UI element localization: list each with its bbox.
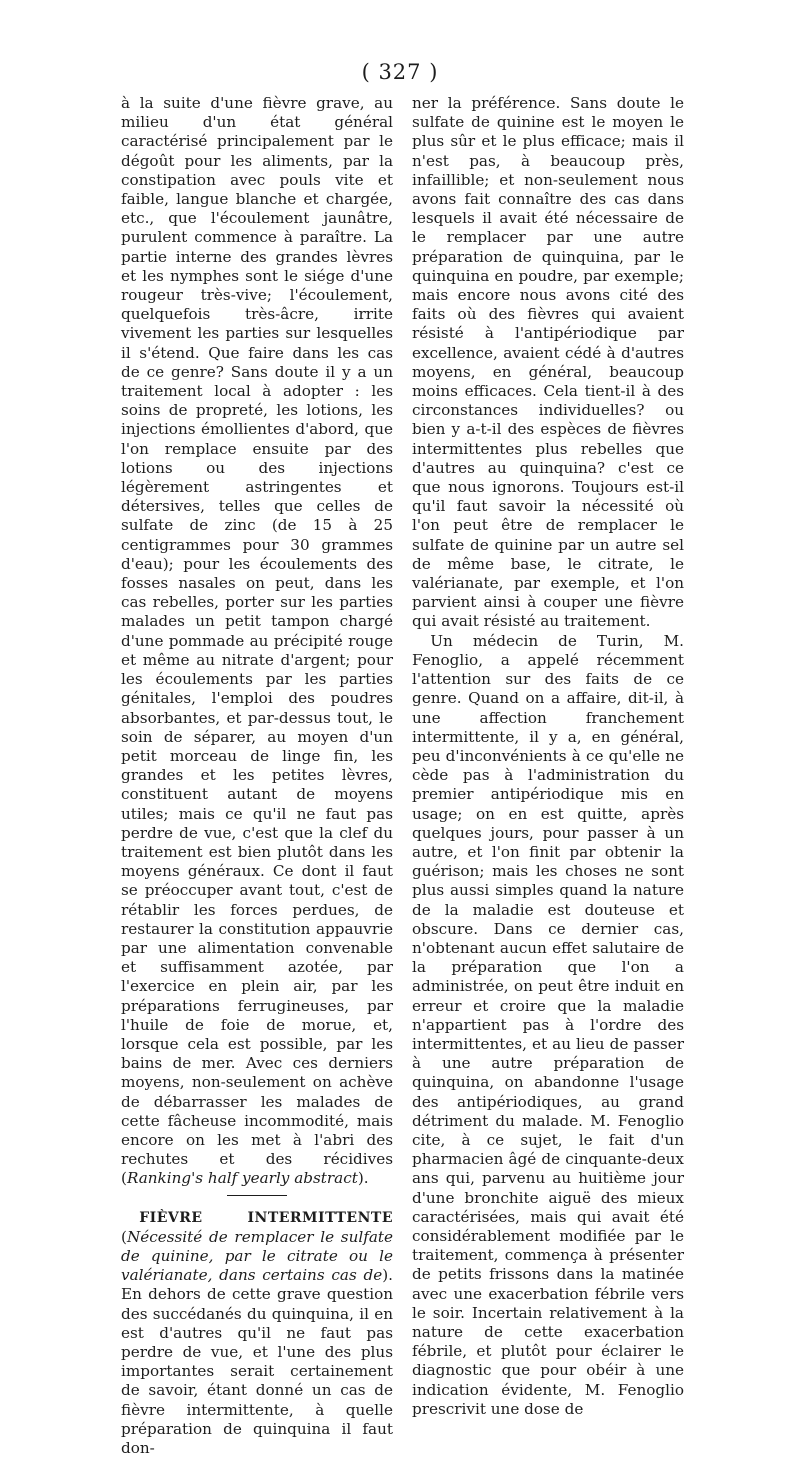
heading-open: (: [121, 1227, 127, 1246]
paragraph: ner la préférence. Sans doute le sulfate de quinine est le moyen le plus sûr et le plus efficace; mais il n'est pas, à beaucoup près, infaillible; et non-seulement nous avons fait connaître des cas dans lesquels il avait été nécessaire de le remplacer par une autre préparation de quinquina, par le quinquina en poudre, par exemple; mais encore nous avons cité des faits où des fièvres qui avaient résisté à l'antipériodique par excellence, avaient cédé à d'autres moyens, en général, beaucoup moins efficaces. Cela tient-il à des circonstances individuelles? ou bien y a-t-il des espèces de fièvres intermittentes plus rebelles que d'autres au quinquina? c'est ce que nous ignorons. Toujours est-il qu'il faut savoir la nécessité où l'on peut être de remplacer le sulfate de quinine par un autre sel de même base, le citrate, le valérianate, par exemple, et l'on parvient ainsi à couper une fièvre qui avait résisté au traitement.: [412, 94, 684, 631]
paragraph-text: à la suite d'une fièvre grave, au milieu d'un état général caractérisé principalement par le dégoût pour les aliments, par la constipation avec pouls vite et faible, langue blanche et chargée, etc., que l'écoulement jaunâtre, purulent commence à paraître. La partie interne des grandes lèvres et les nymphes sont le siége d'une rougeur très-vive; l'écoulement, quelquefois très-âcre, irrite vivement les parties sur lesquelles il s'étend. Que faire dans les cas de ce genre? Sans doute il y a un traitement local à adopter : les soins de propreté, les lotions, les injections émollientes d'abord, que l'on remplace ensuite par des lotions ou des injections légèrement astringentes et détersives, telles que celles de sulfate de zinc (de 15 à 25 centigrammes pour 30 grammes d'eau); pour les écoulements des fosses nasales on peut, dans les cas rebelles, porter sur les parties malades un petit tampon chargé d'une pommade au précipité rouge et même au nitrate d'argent; pour les écoulements par les parties génitales, l'emploi des poudres absorbantes, et par-dessus tout, le soin de séparer, au moyen d'un petit morceau de linge fin, les grandes et les petites lèvres, constituent autant de moyens utiles; mais ce qu'il ne faut pas perdre de vue, c'est que la clef du traitement est bien plutôt dans les moyens généraux. Ce dont il faut se préoccuper avant tout, c'est de rétablir les forces perdues, de restaurer la constitution appauvrie par une alimentation convenable et suffisamment azotée, par l'exercice en plein air, par les préparations ferrugineuses, par l'huile de foie de morue, et, lorsque cela est possible, par les bains de mer. Avec ces derniers moyens, non-seulement on achève de débarrasser les malades de cette fâcheuse incommodité, mais encore on les met à l'abri des rechutes et des récidives (: [121, 94, 393, 1188]
citation-end: ).: [357, 1169, 369, 1188]
section-paragraph: [121, 1208, 393, 1458]
citation: Ranking's half yearly abstract: [126, 1169, 358, 1188]
left-column: [121, 94, 393, 1458]
section-divider: [227, 1195, 287, 1196]
section-subtitle: Nécessité de remplacer le sulfate de quinine, par le citrate ou le valérianate, dans certains cas de: [121, 1227, 393, 1285]
section-heading: FIÈVRE INTERMITTENTE: [139, 1209, 393, 1226]
right-column: [412, 94, 684, 1418]
paragraph-text: En dehors de cette grave question des succédanés du quinquina, il en est d'autres qu'il ne faut pas perdre de vue, et l'une des plus importantes serait certainement de savoir, étant donné un cas de fièvre intermittente, à quelle préparation de quinquina il faut don-: [121, 1285, 393, 1458]
paragraph: Un médecin de Turin, M. Fenoglio, a appelé récemment l'attention sur des faits de ce genre. Quand on a affaire, dit-il, à une affection franchement intermittente, il y a, en général, peu d'inconvénients à ce qu'elle ne cède pas à l'administration du premier antipériodique mis en usage; on en est quitte, après quelques jours, pour passer à un autre, et l'on finit par obtenir la guérison; mais les choses ne sont plus aussi simples quand la nature de la maladie est douteuse et obscure. Dans ce dernier cas, n'obtenant aucun effet salutaire de la préparation que l'on a administrée, on peut être induit en erreur et croire que la maladie n'appartient pas à l'ordre des intermittentes, et au lieu de passer à une autre préparation de quinquina, on abandonne l'usage des antipériodiques, au grand détriment du malade. M. Fenoglio cite, à ce sujet, le fait d'un pharmacien âgé de cinquante-deux ans qui, parvenu au huitième jour d'une bronchite aiguë des mieux caractérisées, mais qui avait été considérablement modifiée par le traitement, commença à présenter de petits frissons dans la matinée avec une exacerbation fébrile vers le soir. Incertain relativement à la nature de cette exacerbation fébrile, et plutôt pour éclairer le diagnostic que pour obéir à une indication évidente, M. Fenoglio prescrivit une dose de: [412, 631, 684, 1418]
page-number: ( 327 ): [361, 60, 439, 84]
heading-close: ).: [382, 1266, 393, 1285]
paragraph: [121, 94, 393, 1189]
